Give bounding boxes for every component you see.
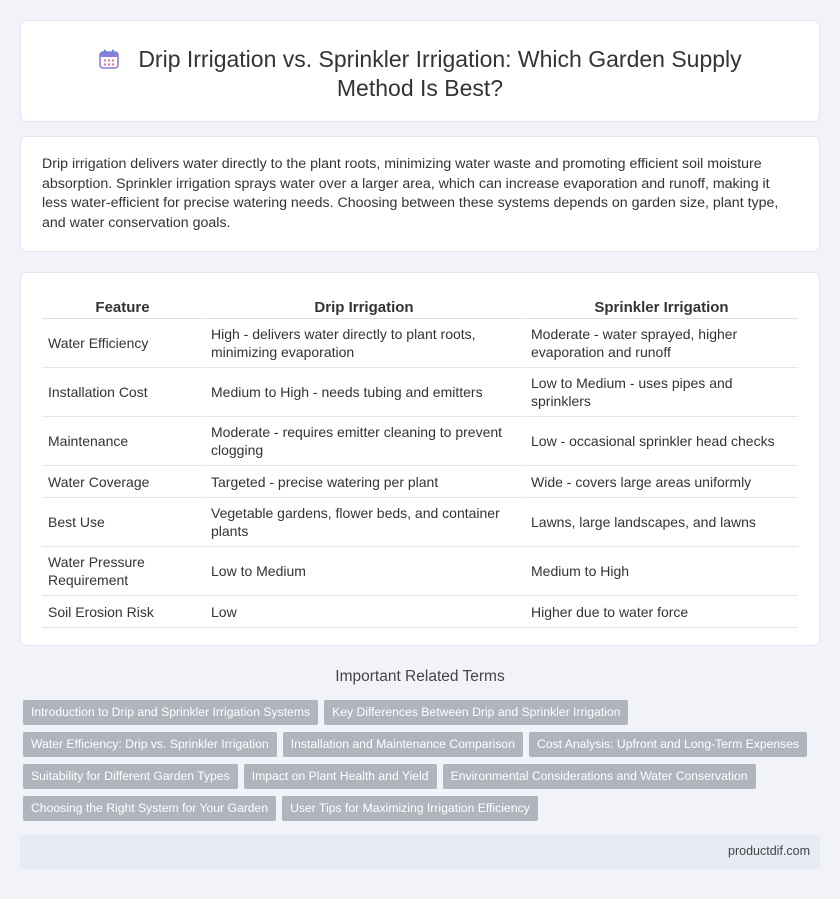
table-cell: Moderate - requires emitter cleaning to prevent clogging: [203, 417, 523, 466]
page-title: Drip Irrigation vs. Sprinkler Irrigation: Which Garden Supply Method Is Best?: [138, 46, 742, 101]
table-cell: Moderate - water sprayed, higher evaporation and runoff: [523, 319, 798, 368]
related-term-tag[interactable]: Water Efficiency: Drip vs. Sprinkler Irrigation: [23, 732, 277, 757]
related-term-tag[interactable]: Suitability for Different Garden Types: [23, 764, 238, 789]
table-row: [42, 596, 798, 628]
related-terms-heading: Important Related Terms: [335, 668, 505, 685]
table-cell: Medium to High: [523, 547, 798, 596]
table-row: [42, 417, 798, 466]
table-cell: Best Use: [42, 498, 203, 547]
table-row: [42, 319, 798, 368]
related-terms-list: [23, 700, 823, 828]
table-cell: Maintenance: [42, 417, 203, 466]
footer: [20, 835, 820, 869]
table-cell: Lawns, large landscapes, and lawns: [523, 498, 798, 547]
related-term-tag[interactable]: Cost Analysis: Upfront and Long-Term Expenses: [529, 732, 807, 757]
calendar-icon: [98, 48, 120, 70]
title-card: [20, 20, 820, 122]
table-cell: Vegetable gardens, flower beds, and container plants: [203, 498, 523, 547]
table-row: [42, 368, 798, 417]
table-cell: Low to Medium - uses pipes and sprinklers: [523, 368, 798, 417]
table-cell: Medium to High - needs tubing and emitters: [203, 368, 523, 417]
table-cell: Wide - covers large areas uniformly: [523, 466, 798, 498]
intro-card: [20, 136, 820, 252]
table-cell: Water Pressure Requirement: [42, 547, 203, 596]
related-term-tag[interactable]: Impact on Plant Health and Yield: [244, 764, 437, 789]
header-sprinkler: Sprinkler Irrigation: [523, 295, 798, 319]
related-term-tag[interactable]: Choosing the Right System for Your Garden: [23, 796, 276, 821]
table-row: [42, 547, 798, 596]
table-cell: Installation Cost: [42, 368, 203, 417]
table-row: [42, 466, 798, 498]
page-title-wrap: [21, 45, 819, 103]
table-cell: Low to Medium: [203, 547, 523, 596]
table-cell: Targeted - precise watering per plant: [203, 466, 523, 498]
comparison-card: [20, 272, 820, 646]
table-cell: Water Efficiency: [42, 319, 203, 368]
intro-paragraph: Drip irrigation delivers water directly to the plant roots, minimizing water waste and promoting efficient soil moisture absorption. Sprinkler irrigation sprays water over a larger area, which can increase evaporation and runoff, making it less water-efficient for precise watering needs. Choosing between these systems depends on garden size, plant type, and water conservation goals.: [42, 156, 779, 231]
table-header-row: [42, 295, 798, 319]
related-term-tag[interactable]: Key Differences Between Drip and Sprinkler Irrigation: [324, 700, 628, 725]
table-cell: Low: [203, 596, 523, 628]
table-cell: Soil Erosion Risk: [42, 596, 203, 628]
table-cell: Low - occasional sprinkler head checks: [523, 417, 798, 466]
related-term-tag[interactable]: User Tips for Maximizing Irrigation Efficiency: [282, 796, 538, 821]
related-term-tag[interactable]: Introduction to Drip and Sprinkler Irrigation Systems: [23, 700, 318, 725]
table-cell: Water Coverage: [42, 466, 203, 498]
related-term-tag[interactable]: Environmental Considerations and Water Conservation: [443, 764, 756, 789]
header-feature: Feature: [42, 295, 203, 319]
related-term-tag[interactable]: Installation and Maintenance Comparison: [283, 732, 523, 757]
comparison-table: [42, 295, 798, 628]
table-cell: High - delivers water directly to plant roots, minimizing evaporation: [203, 319, 523, 368]
table-row: [42, 498, 798, 547]
header-drip: Drip Irrigation: [203, 295, 523, 319]
footer-site-link[interactable]: productdif.com: [728, 844, 810, 858]
table-cell: Higher due to water force: [523, 596, 798, 628]
